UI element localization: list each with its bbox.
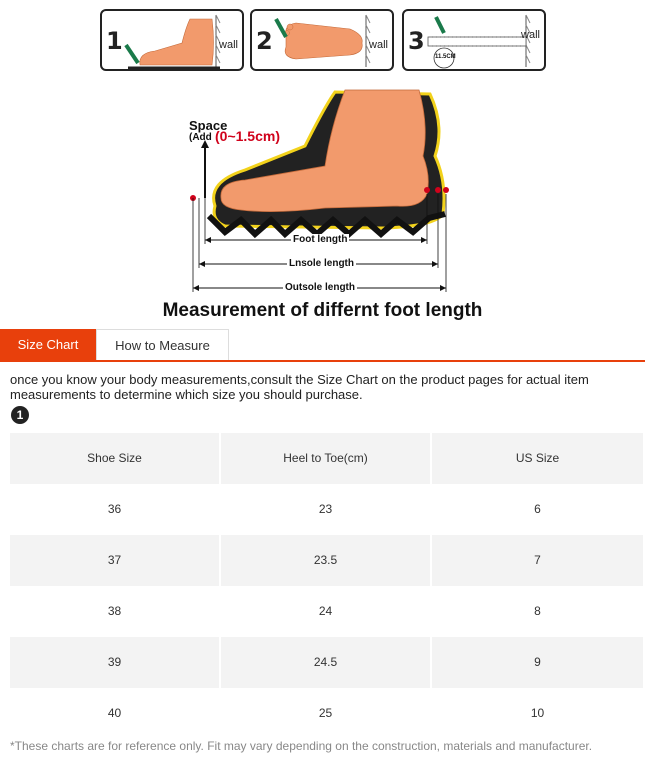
cell-us-size: 8 (534, 604, 541, 618)
step-number: 2 (256, 27, 273, 55)
table-row (10, 586, 643, 637)
cell-us-size: 6 (534, 502, 541, 516)
cell-us-size: 7 (432, 535, 643, 586)
ruler-reading: 11.5CM (435, 54, 456, 60)
measurement-steps (100, 9, 552, 73)
insole-length-label: Lnsole length (289, 258, 354, 269)
cell-heel-to-toe: 25 (318, 706, 333, 720)
step-3-box (402, 9, 546, 71)
header-us-size: US Size (432, 433, 643, 484)
table-row (10, 484, 643, 535)
header-heel-to-toe: Heel to Toe(cm) (221, 433, 430, 484)
cell-heel-to-toe: 23.5 (221, 535, 430, 586)
step-number: 3 (408, 27, 425, 55)
step-number: 1 (106, 27, 123, 55)
cell-shoe-size: 37 (10, 535, 219, 586)
disclaimer-footnote: *These charts are for reference only. Fit may vary depending on the construction, materials and manufacturer. (10, 739, 593, 753)
page-heading: Measurement of differnt foot length (162, 300, 483, 321)
cell-shoe-size: 38 (107, 604, 122, 618)
table-row (10, 535, 643, 586)
cell-us-size: 10 (530, 706, 545, 720)
tab-bar (0, 329, 645, 362)
outsole-length-label: Outsole length (285, 282, 355, 293)
ruler-icon (422, 13, 542, 71)
space-range: (0~1.5cm) (215, 128, 280, 144)
table-row (10, 688, 643, 739)
wall-label: wall (219, 39, 238, 51)
table-header-row (10, 433, 643, 484)
step-2-box (250, 9, 394, 71)
cell-heel-to-toe: 24 (318, 604, 333, 618)
cell-shoe-size: 36 (107, 502, 122, 516)
step-badge: 1 (11, 406, 29, 424)
cell-heel-to-toe: 23 (318, 502, 333, 516)
step-1-box (100, 9, 244, 71)
foot-length-diagram (185, 86, 455, 296)
wall-label: wall (369, 39, 388, 51)
foot-length-label: Foot length (293, 234, 348, 245)
cell-shoe-size: 40 (107, 706, 122, 720)
cell-us-size: 9 (432, 637, 643, 688)
intro-text: once you know your body measurements,consult the Size Chart on the product pages for actual item measurements to determine which size you should purchase. (10, 372, 589, 402)
tab-how-to-measure[interactable]: How to Measure (96, 329, 229, 360)
wall-label: wall (521, 29, 540, 41)
header-shoe-size: Shoe Size (10, 433, 219, 484)
cell-shoe-size: 39 (10, 637, 219, 688)
table-row (10, 637, 643, 688)
tab-size-chart[interactable]: Size Chart (0, 329, 96, 360)
space-add-label: (Add (189, 132, 212, 143)
cell-heel-to-toe: 24.5 (221, 637, 430, 688)
space-title: Space (189, 118, 228, 133)
